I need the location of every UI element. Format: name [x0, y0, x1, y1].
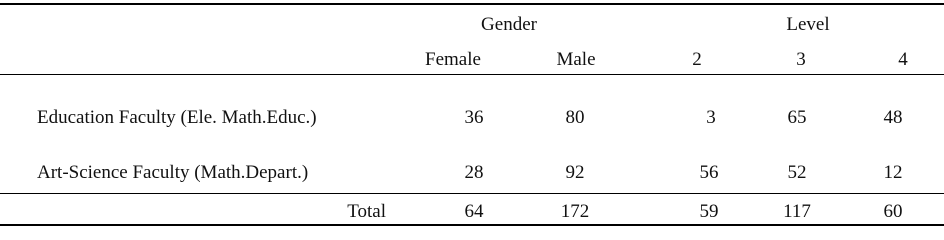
- group-header-level: Level: [786, 14, 830, 35]
- column-header-female: Female: [425, 49, 481, 70]
- table-cell: 172: [560, 201, 590, 222]
- table-cell: 65: [787, 107, 807, 128]
- table-cell: 52: [787, 162, 807, 183]
- table-cell: 48: [883, 107, 903, 128]
- table-cell: 64: [464, 201, 484, 222]
- table-cell: 3: [706, 107, 716, 128]
- table-cell: 36: [464, 107, 484, 128]
- table-cell: 59: [699, 201, 719, 222]
- table-cell: 92: [565, 162, 585, 183]
- bottom-rule: [0, 224, 944, 226]
- row-label: Art-Science Faculty (Math.Depart.): [37, 162, 309, 183]
- column-header-level-4: 4: [898, 49, 908, 70]
- header-rule: [0, 74, 944, 75]
- group-header-gender: Gender: [481, 14, 537, 35]
- total-rule: [0, 193, 944, 194]
- table-cell: 80: [565, 107, 585, 128]
- column-header-level-2: 2: [692, 49, 702, 70]
- table-cell: 56: [699, 162, 719, 183]
- column-header-male: Male: [556, 49, 596, 70]
- table-cell: 28: [464, 162, 484, 183]
- table-cell: 60: [883, 201, 903, 222]
- table-cell: 117: [783, 201, 811, 222]
- row-label: Education Faculty (Ele. Math.Educ.): [37, 107, 317, 128]
- top-rule: [0, 3, 944, 5]
- table-cell: 12: [883, 162, 903, 183]
- column-header-level-3: 3: [796, 49, 806, 70]
- total-label: Total: [347, 201, 386, 222]
